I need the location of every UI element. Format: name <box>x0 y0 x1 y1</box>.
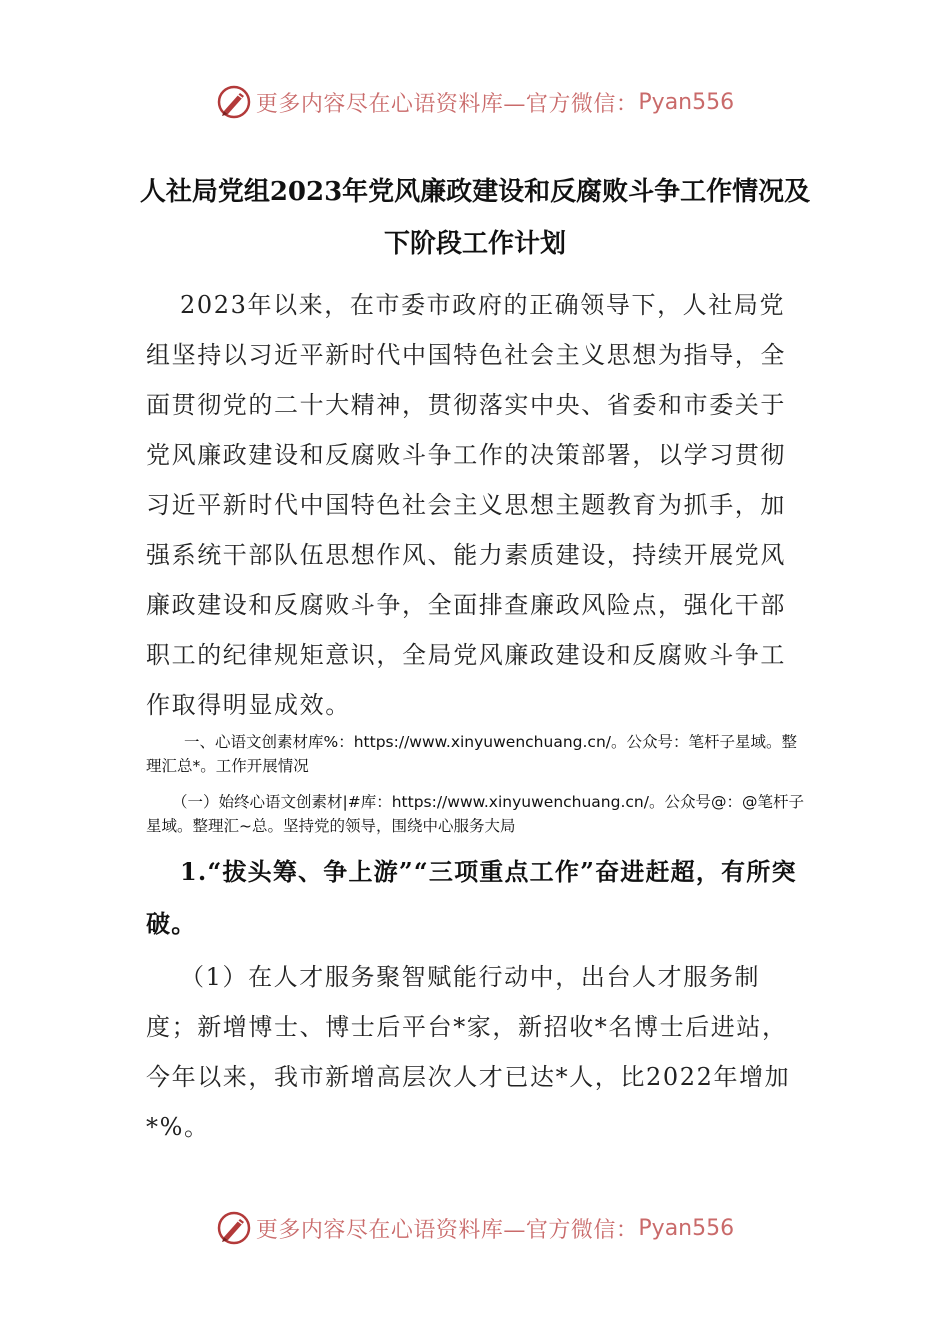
banner-text: 更多内容尽在心语资料库—官方微信： <box>255 91 639 117</box>
pen-logo-icon <box>216 84 252 120</box>
title-line-1: 人社局党组2023年党风廉政建设和反腐败斗争工作情况及 <box>139 177 811 207</box>
document-title <box>100 166 850 270</box>
section-heading-1: 一、心语文创素材库%：https://www.xinyuwenchuang.cn/。公众号：笔杆子星域。整理汇总*。工作开展情况 <box>146 733 797 775</box>
intro-paragraph: 2023年以来，在市委市政府的正确领导下，人社局党组坚持以习近平新时代中国特色社会主义思想为指导，全面贯彻党的二十大精神，贯彻落实中央、省委和市委关于党风廉政建设和反腐败斗争工作的决策部署，以学习贯彻习近平新时代中国特色社会主义思想主题教育为抓手，加强系统干部队伍思想作风、能力素质建设，持续开展党风廉政建设和反腐败斗争，全面排查廉政风险点，强化干部职工的纪律规矩意识，全局党风廉政建设和反腐败斗争工作取得明显成效。 <box>146 291 786 719</box>
banner-wechat-id: Pyan556 <box>638 89 735 115</box>
item-heading-1: 1.“拔头筹、争上游”“三项重点工作”奋进赶超，有所突破。 <box>146 857 797 938</box>
footer-banner <box>0 1208 950 1248</box>
banner-wechat-id: Pyan556 <box>638 1215 735 1241</box>
pen-logo-icon <box>216 1210 252 1246</box>
subsection-heading-1: （一）始终心语文创素材|#库：https://www.xinyuwenchuang.cn/。公众号@：@笔杆子星域。整理汇~总。坚持党的领导，围绕中心服务大局 <box>146 793 804 835</box>
item-paragraph-1: （1）在人才服务聚智赋能行动中，出台人才服务制度；新增博士、博士后平台*家，新招收*名博士后进站，今年以来，我市新增高层次人才已达*人，比2022年增加*%。 <box>146 963 791 1141</box>
title-line-2: 下阶段工作计划 <box>383 229 566 259</box>
header-banner <box>0 82 950 122</box>
banner-text: 更多内容尽在心语资料库—官方微信： <box>255 1217 639 1243</box>
